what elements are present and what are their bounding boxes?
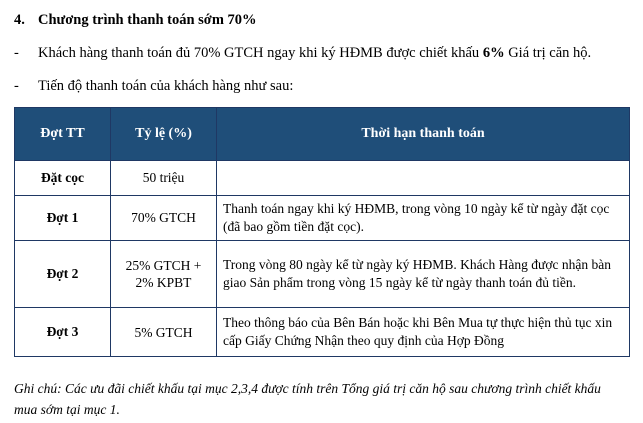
table-row [15, 308, 630, 357]
footer-note: Ghi chú: Các ưu đãi chiết khấu tại mục 2,3,4 được tính trên Tổng giá trị căn hộ sau chương trình chiết khấu mua sớm tại mục 1. [14, 381, 601, 417]
table-row [15, 196, 630, 241]
bullet-item [14, 76, 629, 97]
cell-term: Thanh toán ngay khi ký HĐMB, trong vòng 10 ngày kể từ ngày đặt cọc (đã bao gồm tiền đặt cọc). [217, 196, 630, 241]
bullet-item [14, 43, 629, 64]
bullet-marker: - [14, 45, 19, 61]
cell-phase: Đợt 1 [15, 196, 111, 241]
table-header [15, 108, 630, 161]
cell-ratio: 70% GTCH [111, 196, 217, 241]
bullet-text: Tiến độ thanh toán của khách hàng như sau: [38, 78, 294, 95]
section-title: Chương trình thanh toán sớm 70% [38, 12, 257, 28]
section-heading [14, 12, 629, 29]
cell-phase: Đặt cọc [15, 161, 111, 196]
table-header-row [15, 108, 630, 161]
section-number: 4. [14, 12, 25, 28]
table-row [15, 161, 630, 196]
bullet-text-after: Giá trị căn hộ. [504, 45, 592, 61]
cell-ratio: 50 triệu [111, 161, 217, 196]
column-header-ratio: Tỷ lệ (%) [111, 108, 217, 161]
cell-term: Theo thông báo của Bên Bán hoặc khi Bên Mua tự thực hiện thủ tục xin cấp Giấy Chứng Nhận theo quy định của Hợp Đồng [217, 308, 630, 357]
bullet-text [38, 43, 629, 64]
bullet-text-before: Khách hàng thanh toán đủ 70% GTCH ngay khi ký HĐMB được chiết khấu [38, 45, 483, 61]
cell-term [217, 161, 630, 196]
cell-phase: Đợt 2 [15, 241, 111, 308]
table-body [15, 161, 630, 357]
cell-ratio: 25% GTCH + 2% KPBT [111, 241, 217, 308]
cell-term: Trong vòng 80 ngày kể từ ngày ký HĐMB. Khách Hàng được nhận bàn giao Sản phẩm trong vòng 15 ngày kể từ ngày thanh toán đủ tiền. [217, 241, 630, 308]
column-header-term: Thời hạn thanh toán [217, 108, 630, 161]
bullet-marker: - [14, 78, 19, 95]
cell-phase: Đợt 3 [15, 308, 111, 357]
column-header-phase: Đợt TT [15, 108, 111, 161]
table-row [15, 241, 630, 308]
payment-schedule-table [14, 107, 630, 357]
bullet-text-emphasis: 6% [482, 45, 505, 61]
cell-ratio: 5% GTCH [111, 308, 217, 357]
